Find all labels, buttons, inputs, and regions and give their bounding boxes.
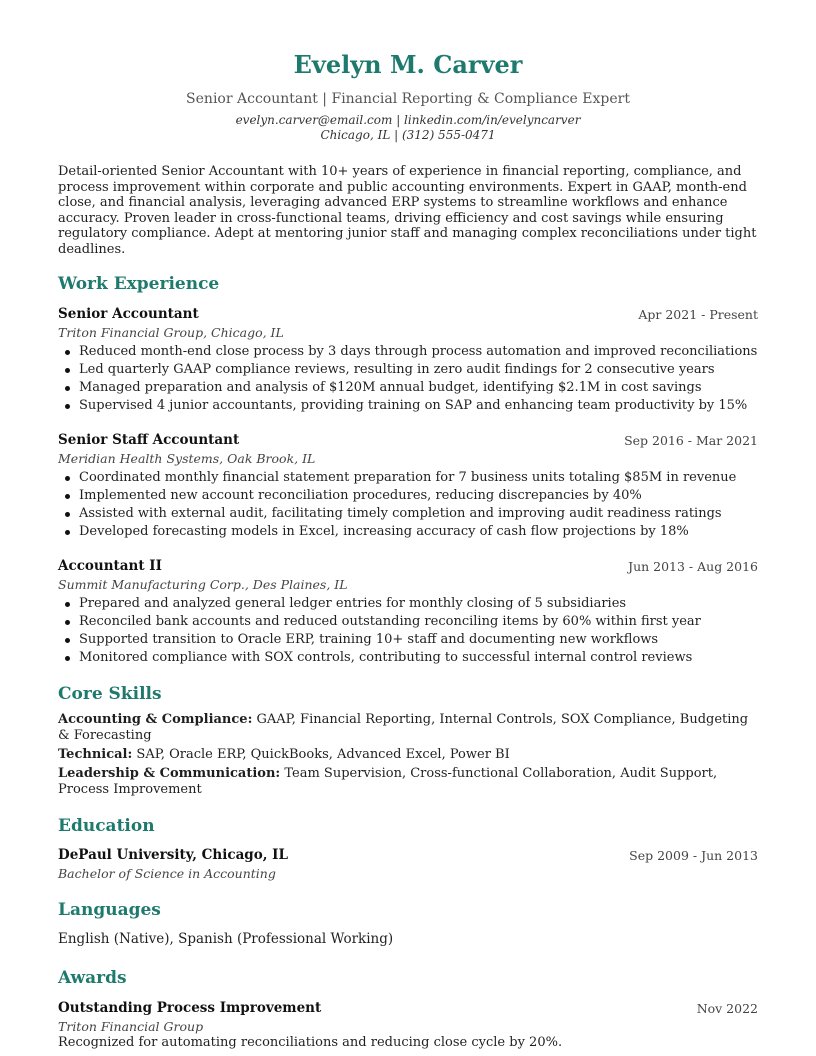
award-date: Nov 2022 [696,1001,758,1016]
school-name: DePaul University, Chicago, IL [58,847,288,863]
bullet-item: Implemented new account reconciliation procedures, reducing discrepancies by 40% [58,487,758,505]
education-dates: Sep 2009 - Jun 2013 [629,848,758,863]
job-organization: Summit Manufacturing Corp., Des Plaines, IL [58,577,348,592]
skill-values: GAAP, Financial Reporting, Internal Controls, SOX Compliance, Budgeting & Forecasting [58,712,749,743]
bullet-item: Managed preparation and analysis of $120M annual budget, identifying $2.1M in cost savings [58,379,758,397]
award-description: Recognized for automating reconciliations and reducing close cycle by 20%. [58,1035,563,1050]
contact-line-email: evelyn.carver@email.com | linkedin.com/in/evelyncarver [235,113,581,127]
bullet-item: Reduced month-end close process by 3 days through process automation and improved reconciliations [58,343,758,361]
headline: Senior Accountant | Financial Reporting & Compliance Expert [186,91,630,107]
section-title-skills: Core Skills [58,684,162,704]
section-title-awards: Awards [58,968,127,988]
bullet-item: Assisted with external audit, facilitating timely completion and improving audit readiness ratings [58,505,758,523]
job-dates: Jun 2013 - Aug 2016 [628,559,758,574]
bullet-item: Supported transition to Oracle ERP, training 10+ staff and documenting new workflows [58,631,758,649]
skill-row [58,747,758,763]
skill-category: Leadership & Communication: [58,766,281,781]
job-bullets [58,469,758,541]
job-title: Senior Staff Accountant [58,432,240,448]
section-title-languages: Languages [58,900,161,920]
job-organization: Triton Financial Group, Chicago, IL [58,325,284,340]
award-title: Outstanding Process Improvement [58,1000,322,1016]
skill-row [58,712,758,744]
award-organization: Triton Financial Group [58,1019,204,1034]
job-dates: Sep 2016 - Mar 2021 [624,433,758,448]
skill-values: SAP, Oracle ERP, QuickBooks, Advanced Excel, Power BI [132,747,510,762]
job-bullets [58,343,758,415]
bullet-item: Developed forecasting models in Excel, increasing accuracy of cash flow projections by 18% [58,523,758,541]
skill-row [58,766,758,798]
bullet-item: Monitored compliance with SOX controls, contributing to successful internal control reviews [58,649,758,667]
professional-summary: Detail-oriented Senior Accountant with 10+ years of experience in financial reporting, compliance, and process improvement within corporate and public accounting environments. Expert in GAAP, month-end close, and financial analysis, leveraging advanced ERP systems to streamline workflows and enhance accuracy. Proven leader in cross-functional teams, driving efficiency and cost savings while ensuring regulatory compliance. Adept at mentoring junior staff and managing complex reconciliations under tight deadlines. [58,164,757,257]
bullet-item: Reconciled bank accounts and reduced outstanding reconciling items by 60% within first year [58,613,758,631]
skill-values: Team Supervision, Cross-functional Collaboration, Audit Support, Process Improvement [58,766,718,797]
degree: Bachelor of Science in Accounting [58,866,276,881]
skill-category: Technical: [58,747,133,762]
candidate-name: Evelyn M. Carver [293,50,523,79]
skill-category: Accounting & Compliance: [58,712,253,727]
job-title: Senior Accountant [58,306,199,322]
section-title-experience: Work Experience [58,274,220,294]
bullet-item: Supervised 4 junior accountants, providing training on SAP and enhancing team productivity by 15% [58,397,758,415]
bullet-item: Led quarterly GAAP compliance reviews, resulting in zero audit findings for 2 consecutive years [58,361,758,379]
contact-line-location: Chicago, IL | (312) 555-0471 [320,128,496,142]
job-organization: Meridian Health Systems, Oak Brook, IL [58,451,316,466]
bullet-item: Prepared and analyzed general ledger entries for monthly closing of 5 subsidiaries [58,595,758,613]
languages-list: English (Native), Spanish (Professional Working) [58,931,394,947]
section-title-education: Education [58,816,155,836]
bullet-item: Coordinated monthly financial statement preparation for 7 business units totaling $85M in revenue [58,469,758,487]
job-title: Accountant II [58,558,162,574]
job-bullets [58,595,758,667]
job-dates: Apr 2021 - Present [638,307,758,322]
